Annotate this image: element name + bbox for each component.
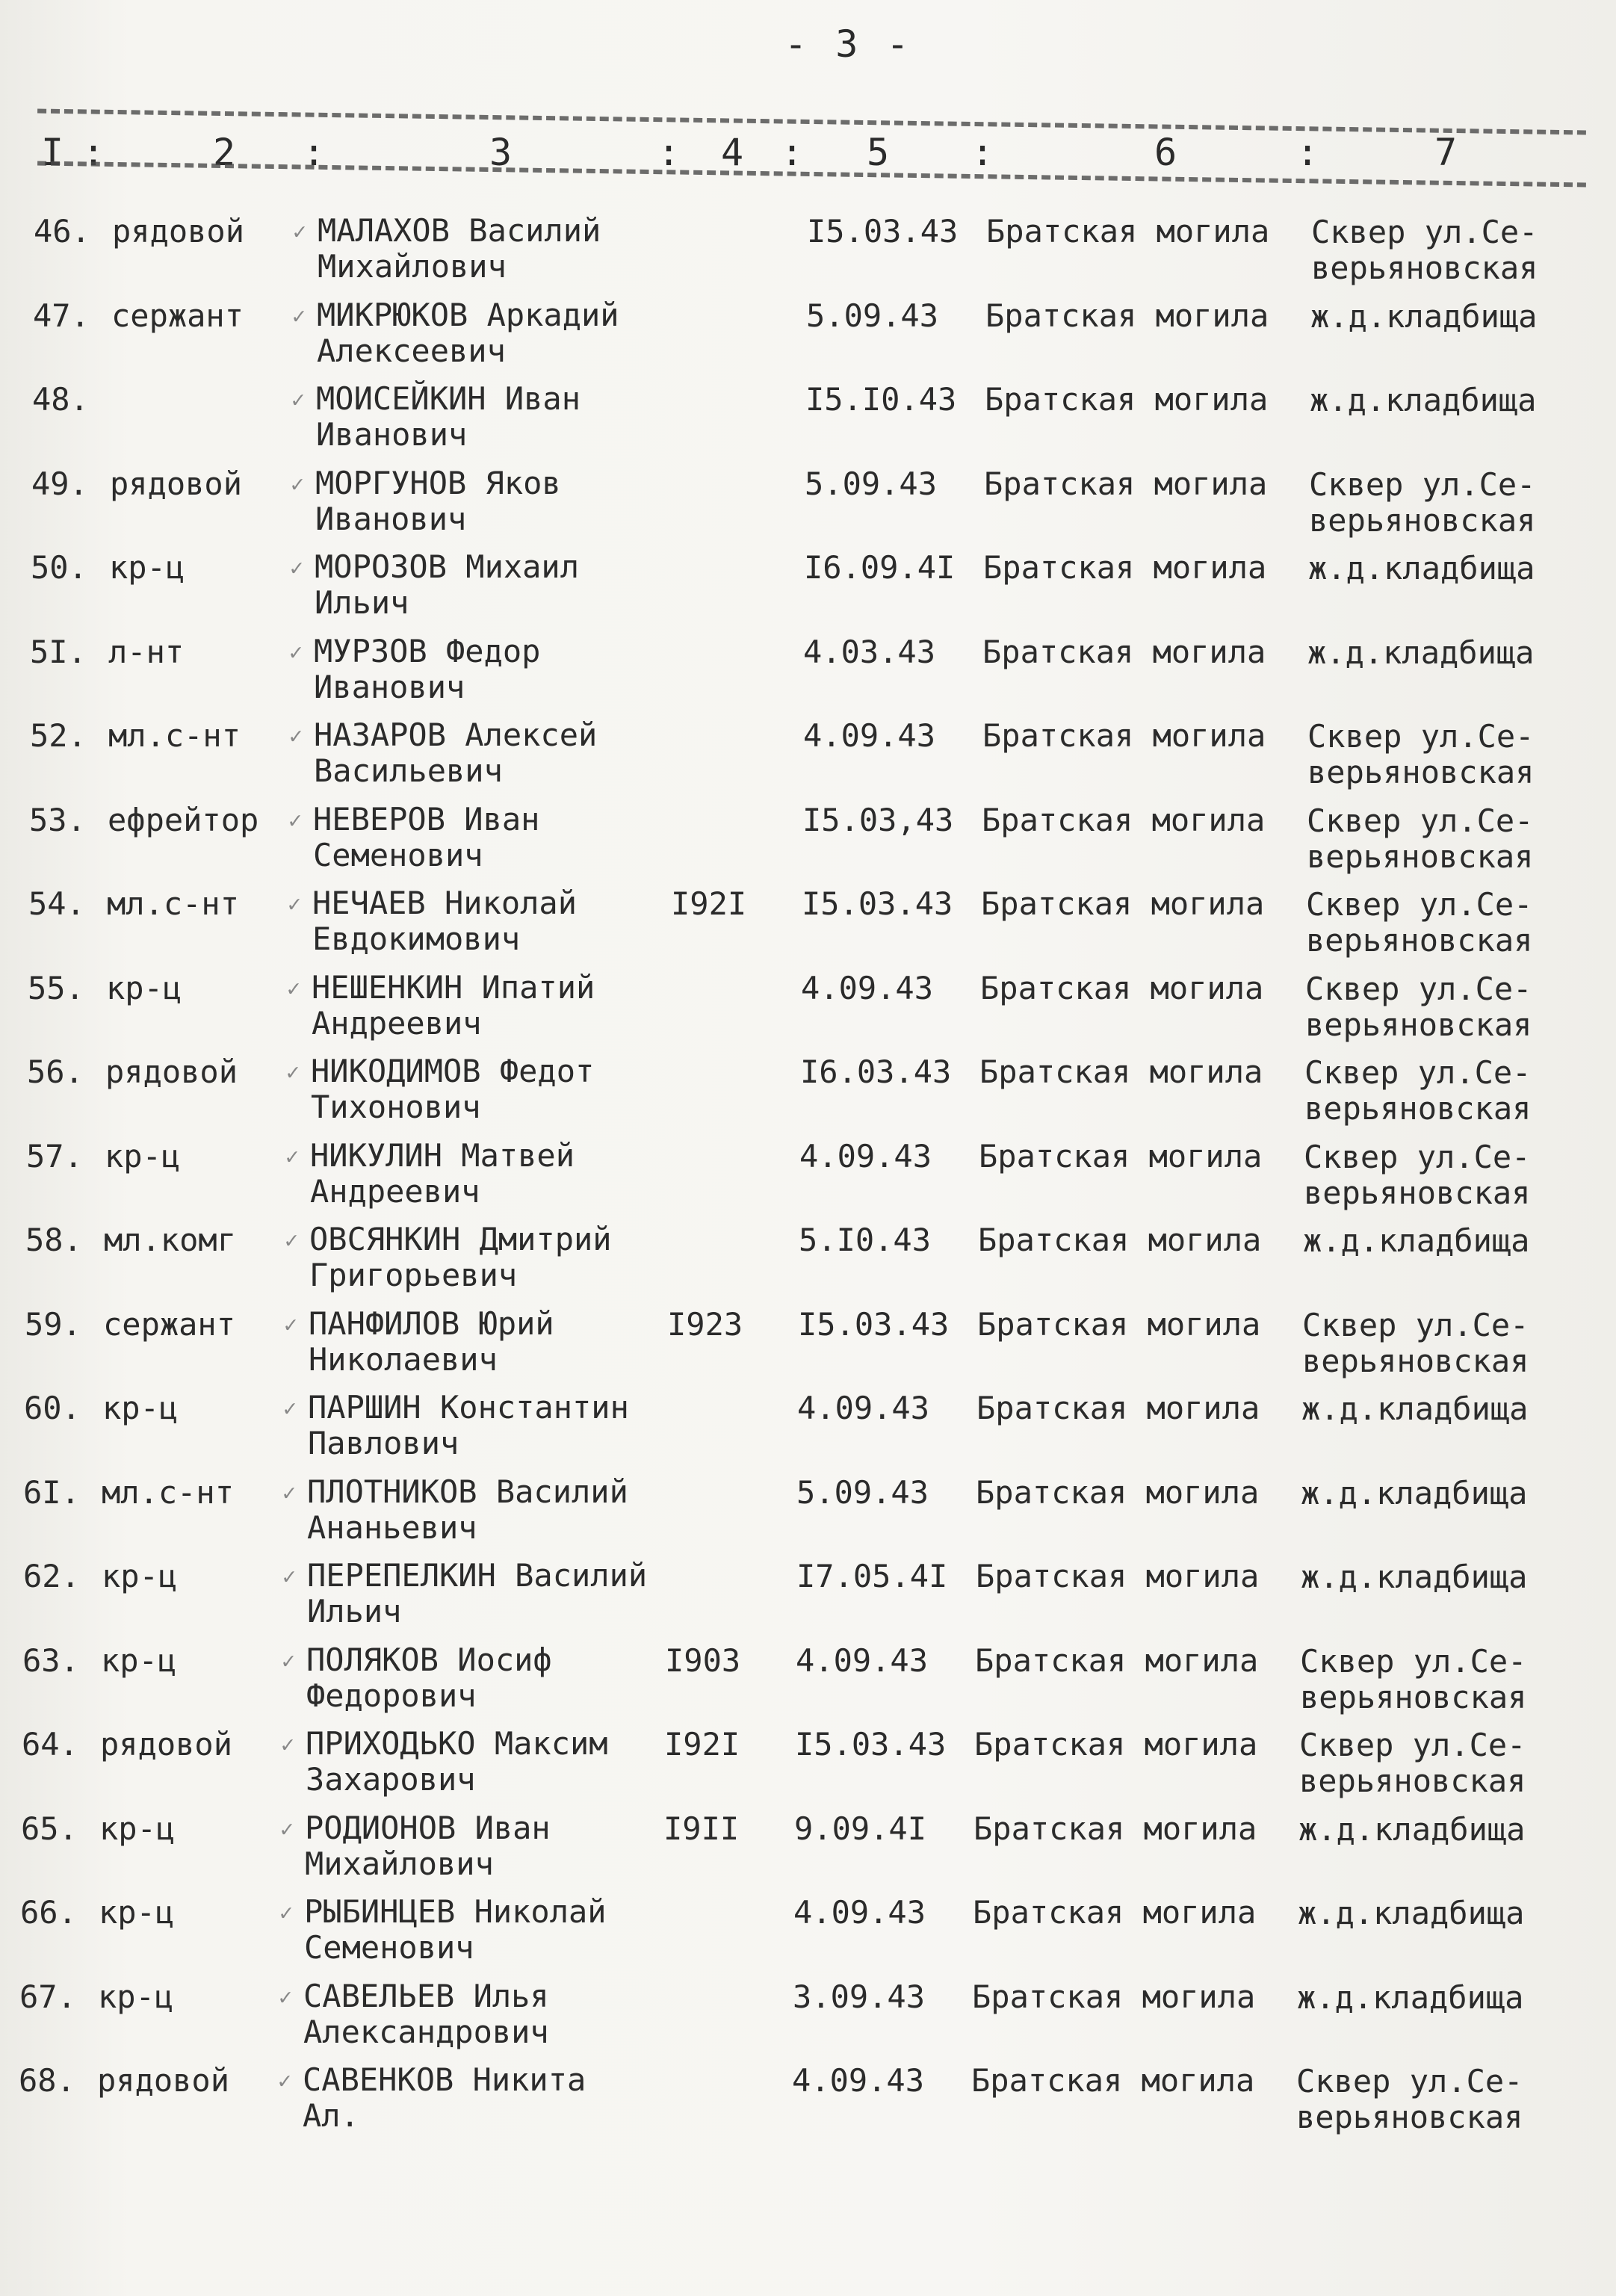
patronymic-cell: Андреевич xyxy=(312,1004,482,1042)
burial-place-line2: верьяновская xyxy=(1309,501,1536,539)
check-mark-icon: ✓ xyxy=(291,387,306,413)
surname-cell: МОИСЕЙКИН Иван xyxy=(316,380,581,417)
row-number: 62. xyxy=(23,1558,80,1594)
table-row xyxy=(0,970,1616,1052)
burial-place-line2: верьяновская xyxy=(1306,922,1533,959)
burial-place-line2: верьяновская xyxy=(1311,250,1538,286)
patronymic-cell: Андреевич xyxy=(310,1172,480,1210)
rank-cell: мл.с-нт xyxy=(107,885,240,922)
row-number: 46. xyxy=(34,213,90,250)
rank-cell: рядовой xyxy=(97,2062,230,2099)
rank-cell: мл.с-нт xyxy=(102,1473,235,1511)
death-date-cell: I5.03.43 xyxy=(807,213,959,250)
table-row xyxy=(0,885,1616,968)
burial-place-line2: верьяновская xyxy=(1299,1763,1526,1799)
row-number: 66. xyxy=(20,1894,77,1931)
patronymic-cell: Григорьевич xyxy=(309,1257,518,1293)
rank-cell: мл.с-нт xyxy=(108,717,241,754)
table-row xyxy=(0,634,1616,716)
header-col-5: 5 xyxy=(867,131,890,174)
patronymic-cell: Евдокимович xyxy=(312,920,521,957)
row-number: 59. xyxy=(25,1305,81,1343)
header-col-2: 2 xyxy=(213,131,236,174)
surname-cell: МУРЗОВ Федор xyxy=(314,632,541,669)
patronymic-cell: Ильич xyxy=(315,584,409,621)
row-number: 52. xyxy=(30,717,87,754)
burial-place-line2: верьяновская xyxy=(1302,1342,1529,1379)
death-date-cell: 5.09.43 xyxy=(796,1473,929,1511)
surname-cell: МАЛАХОВ Василий xyxy=(318,212,601,249)
burial-place-line1: Сквер ул.Се- xyxy=(1309,465,1536,503)
row-number: 57. xyxy=(26,1137,83,1175)
rank-cell: ефрейтор xyxy=(108,801,259,838)
check-mark-icon: ✓ xyxy=(290,555,304,581)
check-mark-icon: ✓ xyxy=(283,1396,297,1422)
row-number: 64. xyxy=(22,1726,78,1763)
death-date-cell: 5.09.43 xyxy=(805,465,938,502)
death-date-cell: 4.09.43 xyxy=(799,1137,932,1175)
death-date-cell: I6.09.4I xyxy=(804,549,956,586)
rank-cell: рядовой xyxy=(112,213,245,250)
burial-place-line1: Сквер ул.Се- xyxy=(1305,970,1532,1007)
death-date-cell: 4.09.43 xyxy=(801,969,934,1006)
rank-cell: рядовой xyxy=(105,1053,238,1090)
rank-cell: рядовой xyxy=(110,465,243,502)
header-separator: : xyxy=(303,131,326,174)
check-mark-icon: ✓ xyxy=(282,1647,296,1674)
row-number: 56. xyxy=(27,1053,84,1090)
burial-type-cell: Братская могила xyxy=(973,1810,1257,1847)
death-date-cell: 4.09.43 xyxy=(792,2062,925,2099)
burial-place-line2: верьяновская xyxy=(1307,838,1534,875)
burial-type-cell: Братская могила xyxy=(975,1641,1259,1679)
table-row xyxy=(0,1390,1616,1472)
surname-cell: ПАРШИН Константин xyxy=(308,1389,629,1426)
row-number: 47. xyxy=(33,297,90,334)
table-row xyxy=(0,802,1616,884)
patronymic-cell: Семенович xyxy=(313,836,483,873)
check-mark-icon: ✓ xyxy=(279,1900,294,1926)
death-date-cell: 4.09.43 xyxy=(796,1641,929,1679)
burial-place-line1: ж.д.кладбища xyxy=(1298,1810,1526,1848)
patronymic-cell: Семенович xyxy=(304,1929,474,1966)
header-col-3: 3 xyxy=(489,131,513,174)
header-separator: : xyxy=(971,131,994,174)
burial-type-cell: Братская могила xyxy=(979,1137,1263,1175)
check-mark-icon: ✓ xyxy=(285,1143,300,1170)
burial-type-cell: Братская могила xyxy=(972,1978,1256,2015)
table-row xyxy=(0,1222,1616,1304)
table-row xyxy=(0,2062,1616,2144)
burial-place-line1: ж.д.кладбища xyxy=(1301,1559,1528,1595)
row-number: 65. xyxy=(21,1810,78,1847)
table-row xyxy=(0,213,1616,295)
table-row xyxy=(0,297,1616,380)
birth-year-cell: I903 xyxy=(665,1641,741,1679)
table-row xyxy=(0,1306,1616,1388)
burial-place-line1: Сквер ул.Се- xyxy=(1304,1054,1532,1091)
row-number: 5I. xyxy=(30,633,87,670)
burial-type-cell: Братская могила xyxy=(983,549,1267,586)
rank-cell: кр-ц xyxy=(109,549,185,586)
burial-type-cell: Братская могила xyxy=(982,801,1266,838)
table-row xyxy=(0,465,1616,548)
table-row xyxy=(0,1810,1616,1893)
burial-place-line2: верьяновская xyxy=(1307,754,1535,790)
death-date-cell: I5.03.43 xyxy=(795,1726,947,1763)
surname-cell: САВЕЛЬЕВ Илья xyxy=(303,1977,549,2014)
burial-type-cell: Братская могила xyxy=(984,465,1268,502)
patronymic-cell: Захарович xyxy=(306,1761,476,1798)
check-mark-icon: ✓ xyxy=(288,807,303,834)
rank-cell: сержант xyxy=(103,1305,236,1343)
row-number: 55. xyxy=(28,969,84,1006)
check-mark-icon: ✓ xyxy=(284,1311,298,1338)
death-date-cell: 4.09.43 xyxy=(793,1894,926,1931)
patronymic-cell: Иванович xyxy=(314,668,465,705)
burial-place-line1: Сквер ул.Се- xyxy=(1311,214,1538,250)
burial-type-cell: Братская могила xyxy=(985,297,1269,334)
table-row xyxy=(0,549,1616,631)
check-mark-icon: ✓ xyxy=(278,2068,292,2094)
patronymic-cell: Федорович xyxy=(306,1677,477,1714)
header-separator: : xyxy=(657,131,681,174)
burial-type-cell: Братская могила xyxy=(978,1222,1262,1258)
burial-type-cell: Братская могила xyxy=(977,1305,1261,1343)
birth-year-cell: I923 xyxy=(667,1305,743,1343)
burial-place-line1: Сквер ул.Се- xyxy=(1299,1727,1526,1763)
burial-place-line1: ж.д.кладбища xyxy=(1303,1222,1530,1259)
table-row xyxy=(0,717,1616,799)
check-mark-icon: ✓ xyxy=(285,1228,299,1254)
row-number: 50. xyxy=(31,549,87,586)
death-date-cell: 3.09.43 xyxy=(793,1978,926,2015)
row-number: 49. xyxy=(31,465,88,502)
row-number: 67. xyxy=(19,1978,76,2015)
patronymic-cell: Ананьевич xyxy=(307,1509,477,1546)
death-date-cell: I5.03.43 xyxy=(798,1305,950,1343)
burial-type-cell: Братская могила xyxy=(980,969,1264,1006)
header-col-4: 4 xyxy=(721,131,744,174)
rank-cell: кр-ц xyxy=(98,1978,174,2015)
rank-cell: кр-ц xyxy=(102,1390,179,1426)
check-mark-icon: ✓ xyxy=(291,471,305,498)
check-mark-icon: ✓ xyxy=(289,723,303,749)
burial-place-line1: Сквер ул.Се- xyxy=(1307,718,1535,755)
burial-type-cell: Братская могила xyxy=(973,1894,1257,1931)
table-row xyxy=(0,1642,1616,1724)
row-number: 6I. xyxy=(23,1473,80,1511)
surname-cell: НИКУЛИН Матвей xyxy=(310,1136,575,1174)
burial-type-cell: Братская могила xyxy=(971,2062,1255,2099)
patronymic-cell: Ал. xyxy=(303,2097,359,2134)
patronymic-cell: Павлович xyxy=(308,1425,459,1461)
rank-cell: кр-ц xyxy=(99,1810,176,1847)
header-col-6: 6 xyxy=(1154,131,1177,174)
burial-place-line1: ж.д.кладбища xyxy=(1301,1474,1528,1511)
burial-place-line2: верьяновская xyxy=(1304,1174,1531,1211)
rank-cell: л-нт xyxy=(108,633,185,670)
rank-cell: кр-ц xyxy=(101,1641,177,1679)
burial-type-cell: Братская могила xyxy=(982,633,1266,670)
burial-type-cell: Братская могила xyxy=(974,1726,1258,1763)
death-date-cell: I5.I0.43 xyxy=(805,381,957,418)
check-mark-icon: ✓ xyxy=(287,975,301,1002)
surname-cell: МОРОЗОВ Михаил xyxy=(315,548,580,585)
surname-cell: НИКОДИМОВ Федот xyxy=(311,1053,595,1089)
row-number: 53. xyxy=(29,801,86,838)
patronymic-cell: Александрович xyxy=(303,2013,549,2050)
surname-cell: САВЕНКОВ Никита xyxy=(303,2061,586,2098)
patronymic-cell: Ильич xyxy=(307,1593,402,1630)
rank-cell: мл.комг xyxy=(104,1222,237,1258)
burial-place-line1: ж.д.кладбища xyxy=(1308,550,1535,587)
burial-type-cell: Братская могила xyxy=(985,381,1269,418)
patronymic-cell: Иванович xyxy=(316,416,468,453)
patronymic-cell: Тихонович xyxy=(311,1089,481,1125)
burial-type-cell: Братская могила xyxy=(976,1390,1260,1426)
surname-cell: ОВСЯНКИН Дмитрий xyxy=(309,1221,612,1257)
check-mark-icon: ✓ xyxy=(292,303,306,329)
burial-place-line2: верьяновская xyxy=(1305,1006,1532,1043)
rank-cell: сержант xyxy=(111,297,244,334)
check-mark-icon: ✓ xyxy=(289,639,303,666)
patronymic-cell: Николаевич xyxy=(309,1340,498,1378)
check-mark-icon: ✓ xyxy=(282,1479,297,1506)
burial-place-line1: ж.д.кладбища xyxy=(1298,1895,1525,1931)
check-mark-icon: ✓ xyxy=(286,1059,300,1086)
patronymic-cell: Васильевич xyxy=(314,752,503,789)
burial-place-line1: Сквер ул.Се- xyxy=(1307,802,1534,839)
burial-type-cell: Братская могила xyxy=(976,1473,1260,1511)
burial-place-line2: верьяновская xyxy=(1300,1678,1527,1715)
burial-place-line1: ж.д.кладбища xyxy=(1301,1390,1529,1427)
check-mark-icon: ✓ xyxy=(281,1732,295,1758)
table-row xyxy=(0,1726,1616,1808)
table-row xyxy=(0,381,1616,463)
birth-year-cell: I92I xyxy=(664,1726,740,1763)
check-mark-icon: ✓ xyxy=(279,1984,293,2011)
death-date-cell: 4.09.43 xyxy=(803,717,936,754)
burial-type-cell: Братская могила xyxy=(986,213,1270,250)
check-mark-icon: ✓ xyxy=(293,219,307,245)
death-date-cell: I5.03.43 xyxy=(802,885,953,922)
death-date-cell: 9.09.4I xyxy=(794,1810,927,1847)
death-date-cell: 5.09.43 xyxy=(806,297,939,334)
surname-cell: ПРИХОДЬКО Максим xyxy=(306,1725,608,1762)
row-number: 48. xyxy=(32,381,89,418)
burial-type-cell: Братская могила xyxy=(982,717,1266,754)
surname-cell: МИКРЮКОВ Аркадий xyxy=(317,296,619,333)
row-number: 54. xyxy=(28,885,85,922)
burial-place-line1: ж.д.кладбища xyxy=(1307,634,1535,671)
patronymic-cell: Алексеевич xyxy=(317,332,506,369)
table-row xyxy=(0,1474,1616,1556)
table-row xyxy=(0,1558,1616,1640)
patronymic-cell: Иванович xyxy=(315,500,467,537)
burial-type-cell: Братская могила xyxy=(979,1053,1263,1090)
surname-cell: РЫБИНЦЕВ Николай xyxy=(304,1893,607,1930)
death-date-cell: 4.09.43 xyxy=(797,1390,930,1426)
death-date-cell: I7.05.4I xyxy=(796,1558,948,1594)
row-number: 60. xyxy=(24,1390,81,1426)
burial-place-line1: Сквер ул.Се- xyxy=(1300,1642,1527,1680)
row-number: 68. xyxy=(19,2062,75,2099)
rank-cell: кр-ц xyxy=(106,969,182,1006)
header-separator: : xyxy=(781,131,804,174)
surname-cell: ПЛОТНИКОВ Василий xyxy=(307,1473,628,1510)
check-mark-icon: ✓ xyxy=(282,1564,297,1590)
page-number: - 3 - xyxy=(784,22,912,66)
rank-cell: рядовой xyxy=(100,1726,233,1763)
rank-cell: кр-ц xyxy=(102,1558,178,1594)
burial-place-line1: Сквер ул.Се- xyxy=(1296,2063,1523,2099)
table-row xyxy=(0,1978,1616,2061)
burial-place-line2: верьяновская xyxy=(1304,1090,1532,1127)
patronymic-cell: Михайлович xyxy=(305,1845,494,1882)
death-date-cell: 5.I0.43 xyxy=(799,1222,932,1258)
header-col-7: 7 xyxy=(1434,131,1458,174)
death-date-cell: I6.03.43 xyxy=(800,1053,952,1090)
check-mark-icon: ✓ xyxy=(280,1816,294,1842)
row-number: 58. xyxy=(25,1222,82,1258)
table-row xyxy=(0,1053,1616,1136)
burial-place-line1: ж.д.кладбища xyxy=(1310,382,1537,418)
burial-place-line1: Сквер ул.Се- xyxy=(1302,1306,1529,1343)
burial-place-line1: Сквер ул.Се- xyxy=(1306,886,1533,923)
row-number: 63. xyxy=(22,1641,79,1679)
patronymic-cell: Михайлович xyxy=(318,248,507,285)
surname-cell: НЕШЕНКИН Ипатий xyxy=(312,968,595,1006)
table-row xyxy=(0,1138,1616,1220)
header-separator: : xyxy=(1296,131,1319,174)
burial-place-line1: ж.д.кладбища xyxy=(1297,1978,1524,2016)
death-date-cell: 4.03.43 xyxy=(803,633,936,670)
burial-place-line1: Сквер ул.Се- xyxy=(1304,1138,1531,1175)
birth-year-cell: I92I xyxy=(671,885,747,922)
check-mark-icon: ✓ xyxy=(288,891,302,918)
surname-cell: РОДИОНОВ Иван xyxy=(305,1809,551,1846)
surname-cell: НЕВЕРОВ Иван xyxy=(313,800,540,838)
burial-place-line1: ж.д.кладбища xyxy=(1310,297,1538,335)
birth-year-cell: I9II xyxy=(663,1810,740,1847)
rank-cell: кр-ц xyxy=(99,1894,175,1931)
death-date-cell: I5.03,43 xyxy=(802,801,954,838)
surname-cell: НЕЧАЕВ Николай xyxy=(312,885,578,921)
header-col-1: I xyxy=(41,131,64,174)
burial-place-line2: верьяновская xyxy=(1296,2099,1523,2135)
surname-cell: МОРГУНОВ Яков xyxy=(315,464,561,501)
burial-type-cell: Братская могила xyxy=(976,1558,1260,1594)
header-separator: : xyxy=(82,131,105,174)
rank-cell: кр-ц xyxy=(105,1137,181,1175)
surname-cell: ПОЛЯКОВ Иосиф xyxy=(306,1641,552,1678)
surname-cell: ПЕРЕПЕЛКИН Василий xyxy=(307,1557,648,1594)
burial-type-cell: Братская могила xyxy=(981,885,1265,922)
surname-cell: НАЗАРОВ Алексей xyxy=(314,717,598,753)
table-row xyxy=(0,1894,1616,1976)
surname-cell: ПАНФИЛОВ Юрий xyxy=(309,1305,554,1342)
